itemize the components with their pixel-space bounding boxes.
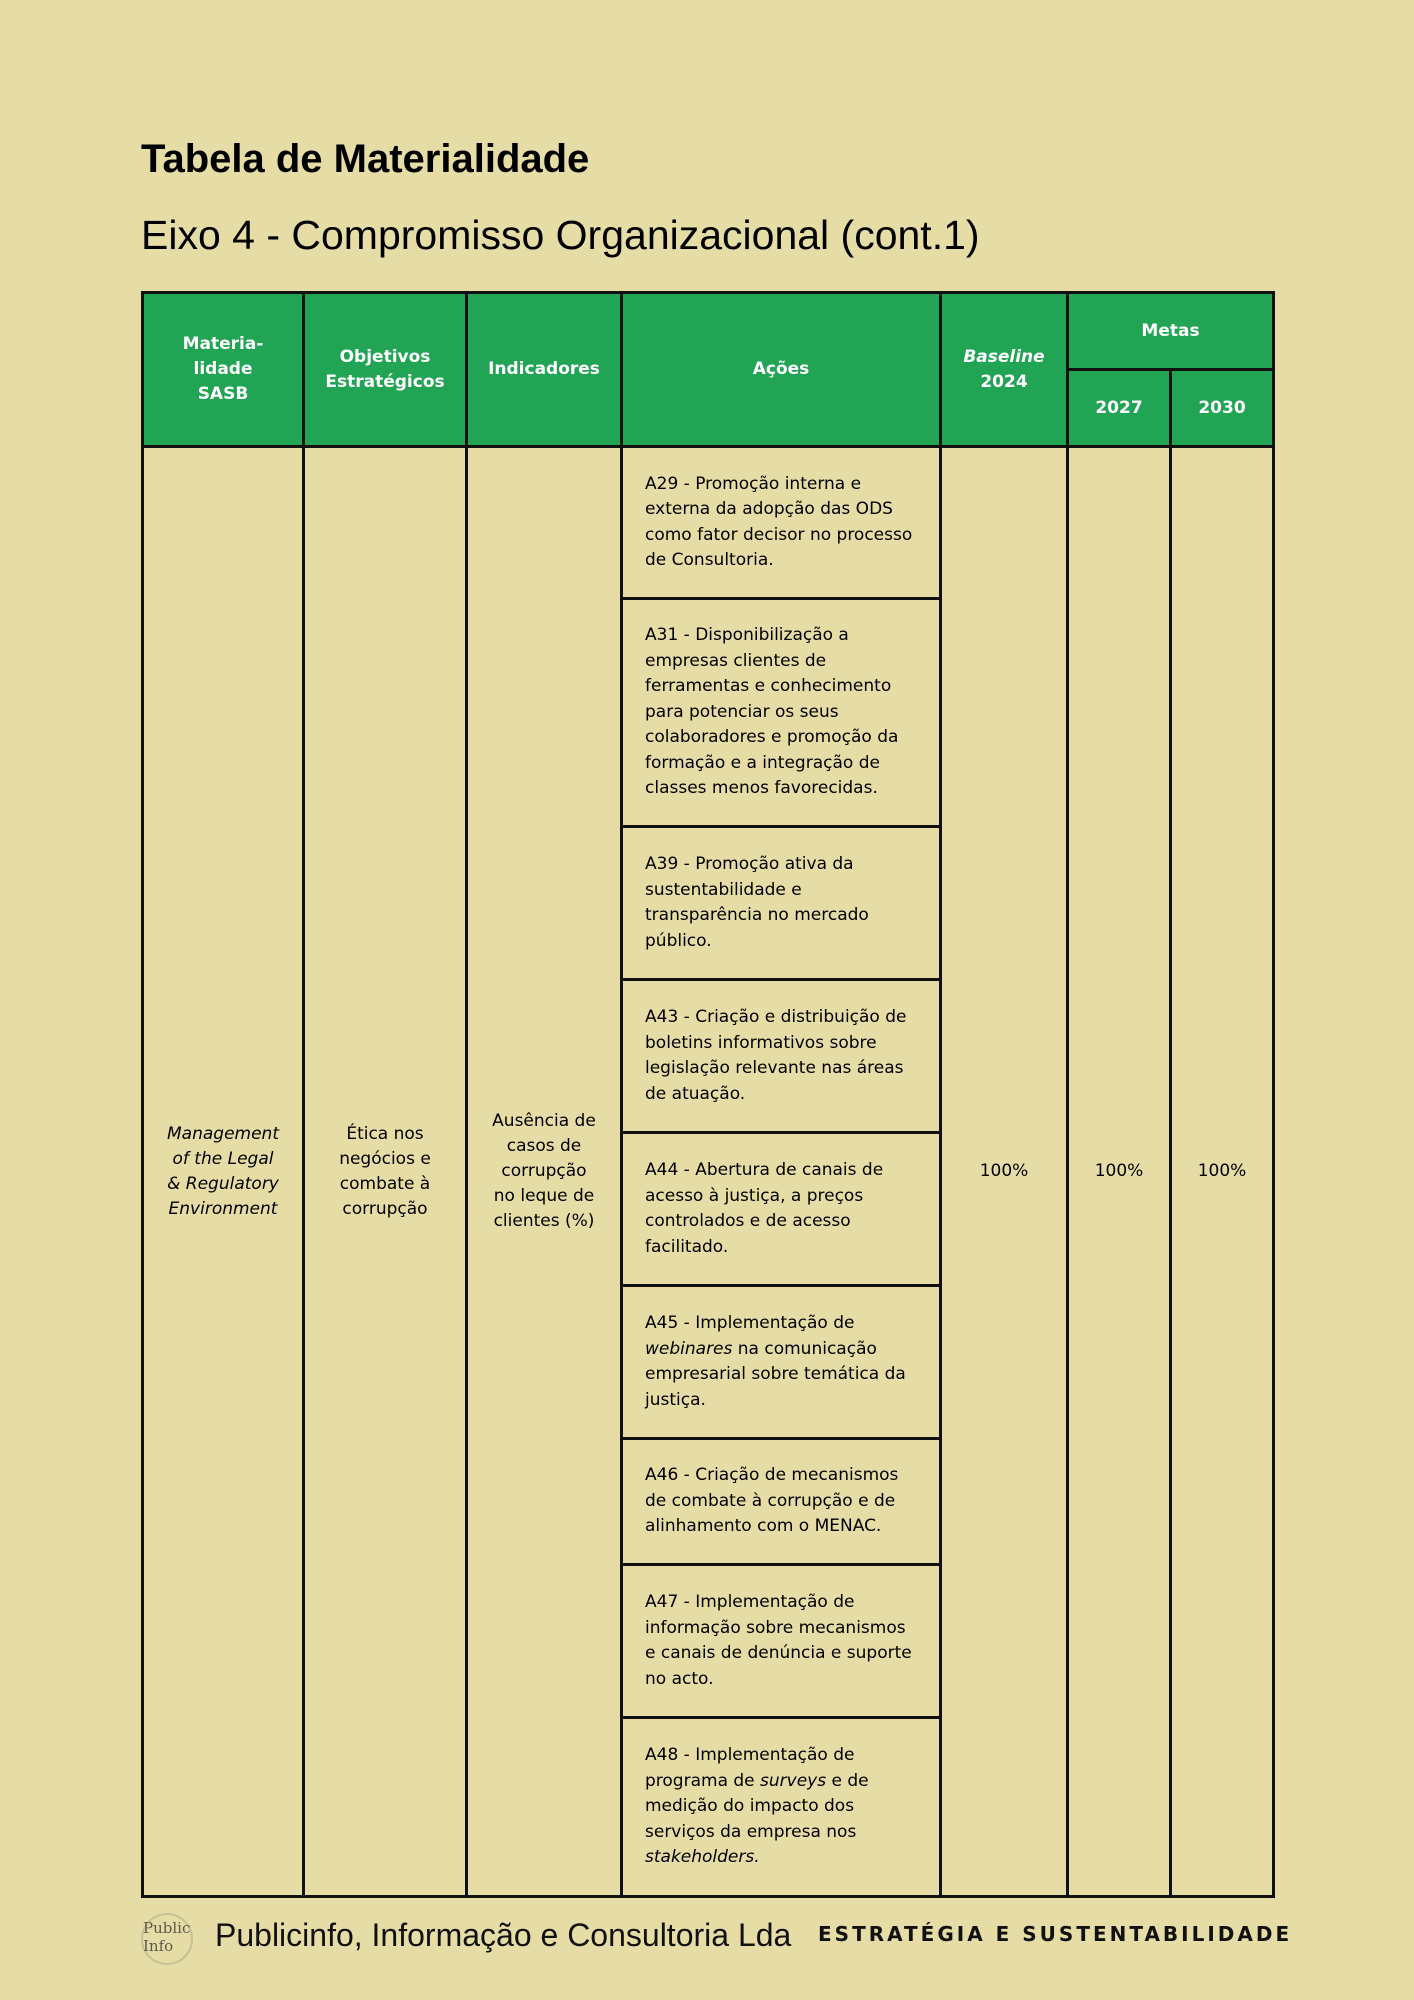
- header-baseline-year: 2024: [980, 371, 1028, 392]
- page-title: Tabela de Materialidade: [141, 137, 590, 181]
- footer-section-label: ESTRATÉGIA E SUSTENTABILIDADE: [818, 1922, 1293, 1946]
- footer-company: Publicinfo, Informação e Consultoria Lda: [215, 1917, 792, 1953]
- header-metas: [1068, 293, 1274, 370]
- materialidade-cell-text: Management of the Legal & Regulatory Environment: [167, 1123, 279, 1219]
- logo-line-2: Info: [143, 1937, 174, 1955]
- meta-2030-cell-value: 100%: [1197, 1161, 1247, 1181]
- baseline-cell-value: 100%: [979, 1161, 1029, 1181]
- acao-text: stakeholders.: [645, 1847, 760, 1868]
- acao-cell: [622, 1286, 941, 1439]
- acao-cell: [622, 1718, 941, 1897]
- acao-text: A39 - Promoção ativa da sustentabilidade e transparência no mercado público.: [645, 854, 869, 951]
- header-objetivos-label: Objetivos Estratégicos: [325, 346, 445, 392]
- acao-text: e de medição do impacto dos serviços da empresa nos: [645, 1770, 869, 1842]
- header-indicadores-label: Indicadores: [488, 359, 600, 379]
- acao-cell: [622, 447, 941, 599]
- header-metas-label: Metas: [1141, 320, 1200, 341]
- acao-cell: [622, 1565, 941, 1718]
- meta-2027-cell-value: 100%: [1094, 1161, 1144, 1181]
- acao-text: A46 - Criação de mecanismos de combate à corrupção e de alinhamento com o MENAC.: [645, 1465, 899, 1537]
- logo-line-1: Public: [143, 1919, 191, 1937]
- table-body: [143, 447, 1274, 1897]
- acao-text: A29 - Promoção interna e externa da adopção das ODS como fator decisor no processo de Consultoria.: [645, 473, 913, 570]
- objetivo-cell-text: Ética nos negócios e combate à corrupção: [339, 1123, 431, 1219]
- acao-text: A47 - Implementação de informação sobre mecanismos e canais de denúncia e suporte no acto.: [645, 1592, 912, 1689]
- acao-cell: [622, 980, 941, 1133]
- acao-text: webinares: [645, 1338, 733, 1359]
- header-meta-2030: [1171, 370, 1274, 447]
- header-meta-2027-label: 2027: [1095, 397, 1143, 418]
- acao-cell: [622, 1439, 941, 1565]
- acao-text: A31 - Disponibilização a empresas clientes de ferramentas e conhecimento para potenciar os seus colaboradores e promoção da formação e a integração de classes menos favorecidas.: [645, 625, 899, 799]
- indicador-cell: [467, 447, 622, 1897]
- header-objetivos: [304, 293, 467, 447]
- header-materialidade-label: Materia- lidade SASB: [182, 334, 264, 404]
- header-acoes-label: Ações: [752, 359, 810, 379]
- materiality-table: [141, 291, 1275, 1898]
- header-meta-2030-label: 2030: [1198, 397, 1246, 418]
- meta-2030-cell: [1171, 447, 1274, 1897]
- table-row: [143, 447, 1274, 599]
- header-baseline: [941, 293, 1068, 447]
- header-meta-2027: [1068, 370, 1171, 447]
- header-indicadores: [467, 293, 622, 447]
- acao-text: na comunicação empresarial sobre temática da justiça.: [645, 1338, 906, 1410]
- header-materialidade: [143, 293, 304, 447]
- acao-cell: [622, 599, 941, 827]
- acao-text: surveys: [760, 1770, 827, 1791]
- publicinfo-logo: [141, 1913, 193, 1965]
- baseline-cell: [941, 447, 1068, 1897]
- header-baseline-label: Baseline: [963, 346, 1045, 367]
- objetivo-cell: [304, 447, 467, 1897]
- acao-text: A44 - Abertura de canais de acesso à justiça, a preços controlados e de acesso facilitado.: [645, 1160, 884, 1257]
- acao-text: A43 - Criação e distribuição de boletins informativos sobre legislação relevante nas áreas de atuação.: [645, 1007, 907, 1104]
- acao-cell: [622, 1133, 941, 1286]
- acao-text: A45 - Implementação de: [645, 1313, 855, 1333]
- acao-cell: [622, 827, 941, 980]
- indicador-cell-text: Ausência de casos de corrupção no leque de clientes (%): [492, 1111, 596, 1231]
- page-subtitle: Eixo 4 - Compromisso Organizacional (cont.1): [141, 212, 980, 258]
- header-acoes: [622, 293, 941, 447]
- meta-2027-cell: [1068, 447, 1171, 1897]
- acao-text: A48 - Implementação de programa de: [645, 1745, 855, 1791]
- materialidade-cell: [143, 447, 304, 1897]
